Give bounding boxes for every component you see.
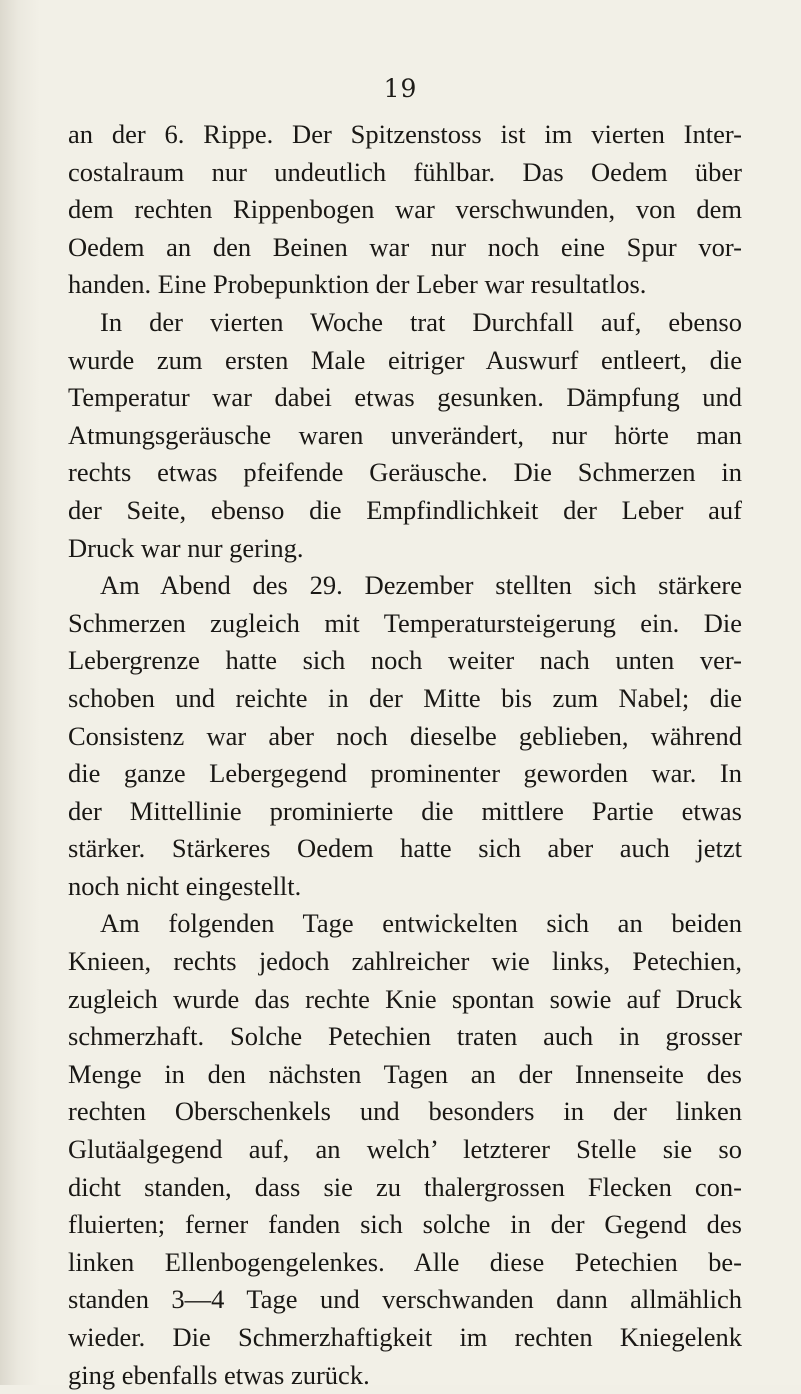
text-line: Oedem an den Beinen war nur noch eine Spur vor- [68, 231, 742, 262]
text-line: standen 3—4 Tage und verschwanden dann allmählich [68, 1284, 742, 1315]
text-line: dicht standen, dass sie zu thalergrossen Flecken con- [68, 1171, 742, 1202]
text-line: Atmungsgeräusche waren unverändert, nur hörte man [68, 419, 742, 450]
body-text [68, 116, 742, 1394]
text-line: wieder. Die Schmerzhaftigkeit im rechten Kniegelenk [68, 1322, 742, 1352]
text-line: Glutäalgegend auf, an welch’ letzterer Stelle sie so [68, 1134, 742, 1165]
text-line: Schmerzen zugleich mit Temperatursteigerung ein. Die [68, 607, 742, 638]
text-line: Am folgenden Tage entwickelten sich an beiden [100, 908, 742, 939]
text-line: schoben und reichte in der Mitte bis zum Nabel; die [68, 682, 742, 713]
page-number: 19 [383, 74, 418, 103]
text-line: In der vierten Woche trat Durchfall auf, ebenso [100, 306, 742, 337]
text-line: der Seite, ebenso die Empfindlichkeit der Leber auf [68, 494, 742, 525]
text-line: Menge in den nächsten Tagen an der Innenseite des [68, 1058, 742, 1089]
text-line: zugleich wurde das rechte Knie spontan sowie auf Druck [68, 983, 742, 1014]
text-line: ging ebenfalls etwas zurück. [68, 1359, 370, 1390]
text-line: fluierten; ferner fanden sich solche in der Gegend des [68, 1209, 742, 1240]
text-line: Am Abend des 29. Dezember stellten sich stärkere [100, 570, 742, 601]
text-line: der Mittellinie prominierte die mittlere Partie etwas [68, 795, 742, 826]
text-line: Consistenz war aber noch dieselbe geblieben, während [68, 720, 742, 751]
text-line: an der 6. Rippe. Der Spitzenstoss ist im vierten Inter- [68, 119, 742, 149]
text-line: handen. Eine Probepunktion der Leber war resultatlos. [68, 269, 647, 300]
text-line: schmerzhaft. Solche Petechien traten auch in grosser [68, 1021, 742, 1052]
text-line: rechten Oberschenkels und besonders in der linken [68, 1096, 742, 1127]
text-line: stärker. Stärkeres Oedem hatte sich aber auch jetzt [68, 833, 742, 864]
text-line: Lebergrenze hatte sich noch weiter nach unten ver- [68, 645, 742, 676]
text-line: wurde zum ersten Male eitriger Auswurf entleert, die [68, 344, 742, 375]
text-line: linken Ellenbogengelenkes. Alle diese Petechien be- [68, 1246, 742, 1277]
text-line: dem rechten Rippenbogen war verschwunden, von dem [68, 194, 742, 225]
text-line: Druck war nur gering. [68, 532, 304, 563]
text-line: Knieen, rechts jedoch zahlreicher wie links, Petechien, [68, 946, 742, 977]
text-line: Temperatur war dabei etwas gesunken. Dämpfung und [68, 382, 742, 413]
text-line: costalraum nur undeutlich fühlbar. Das Oedem über [68, 156, 742, 187]
text-line: die ganze Lebergegend prominenter geworden war. In [68, 758, 742, 789]
text-line: rechts etwas pfeifende Geräusche. Die Schmerzen in [68, 457, 742, 488]
text-line: noch nicht eingestellt. [68, 870, 302, 901]
